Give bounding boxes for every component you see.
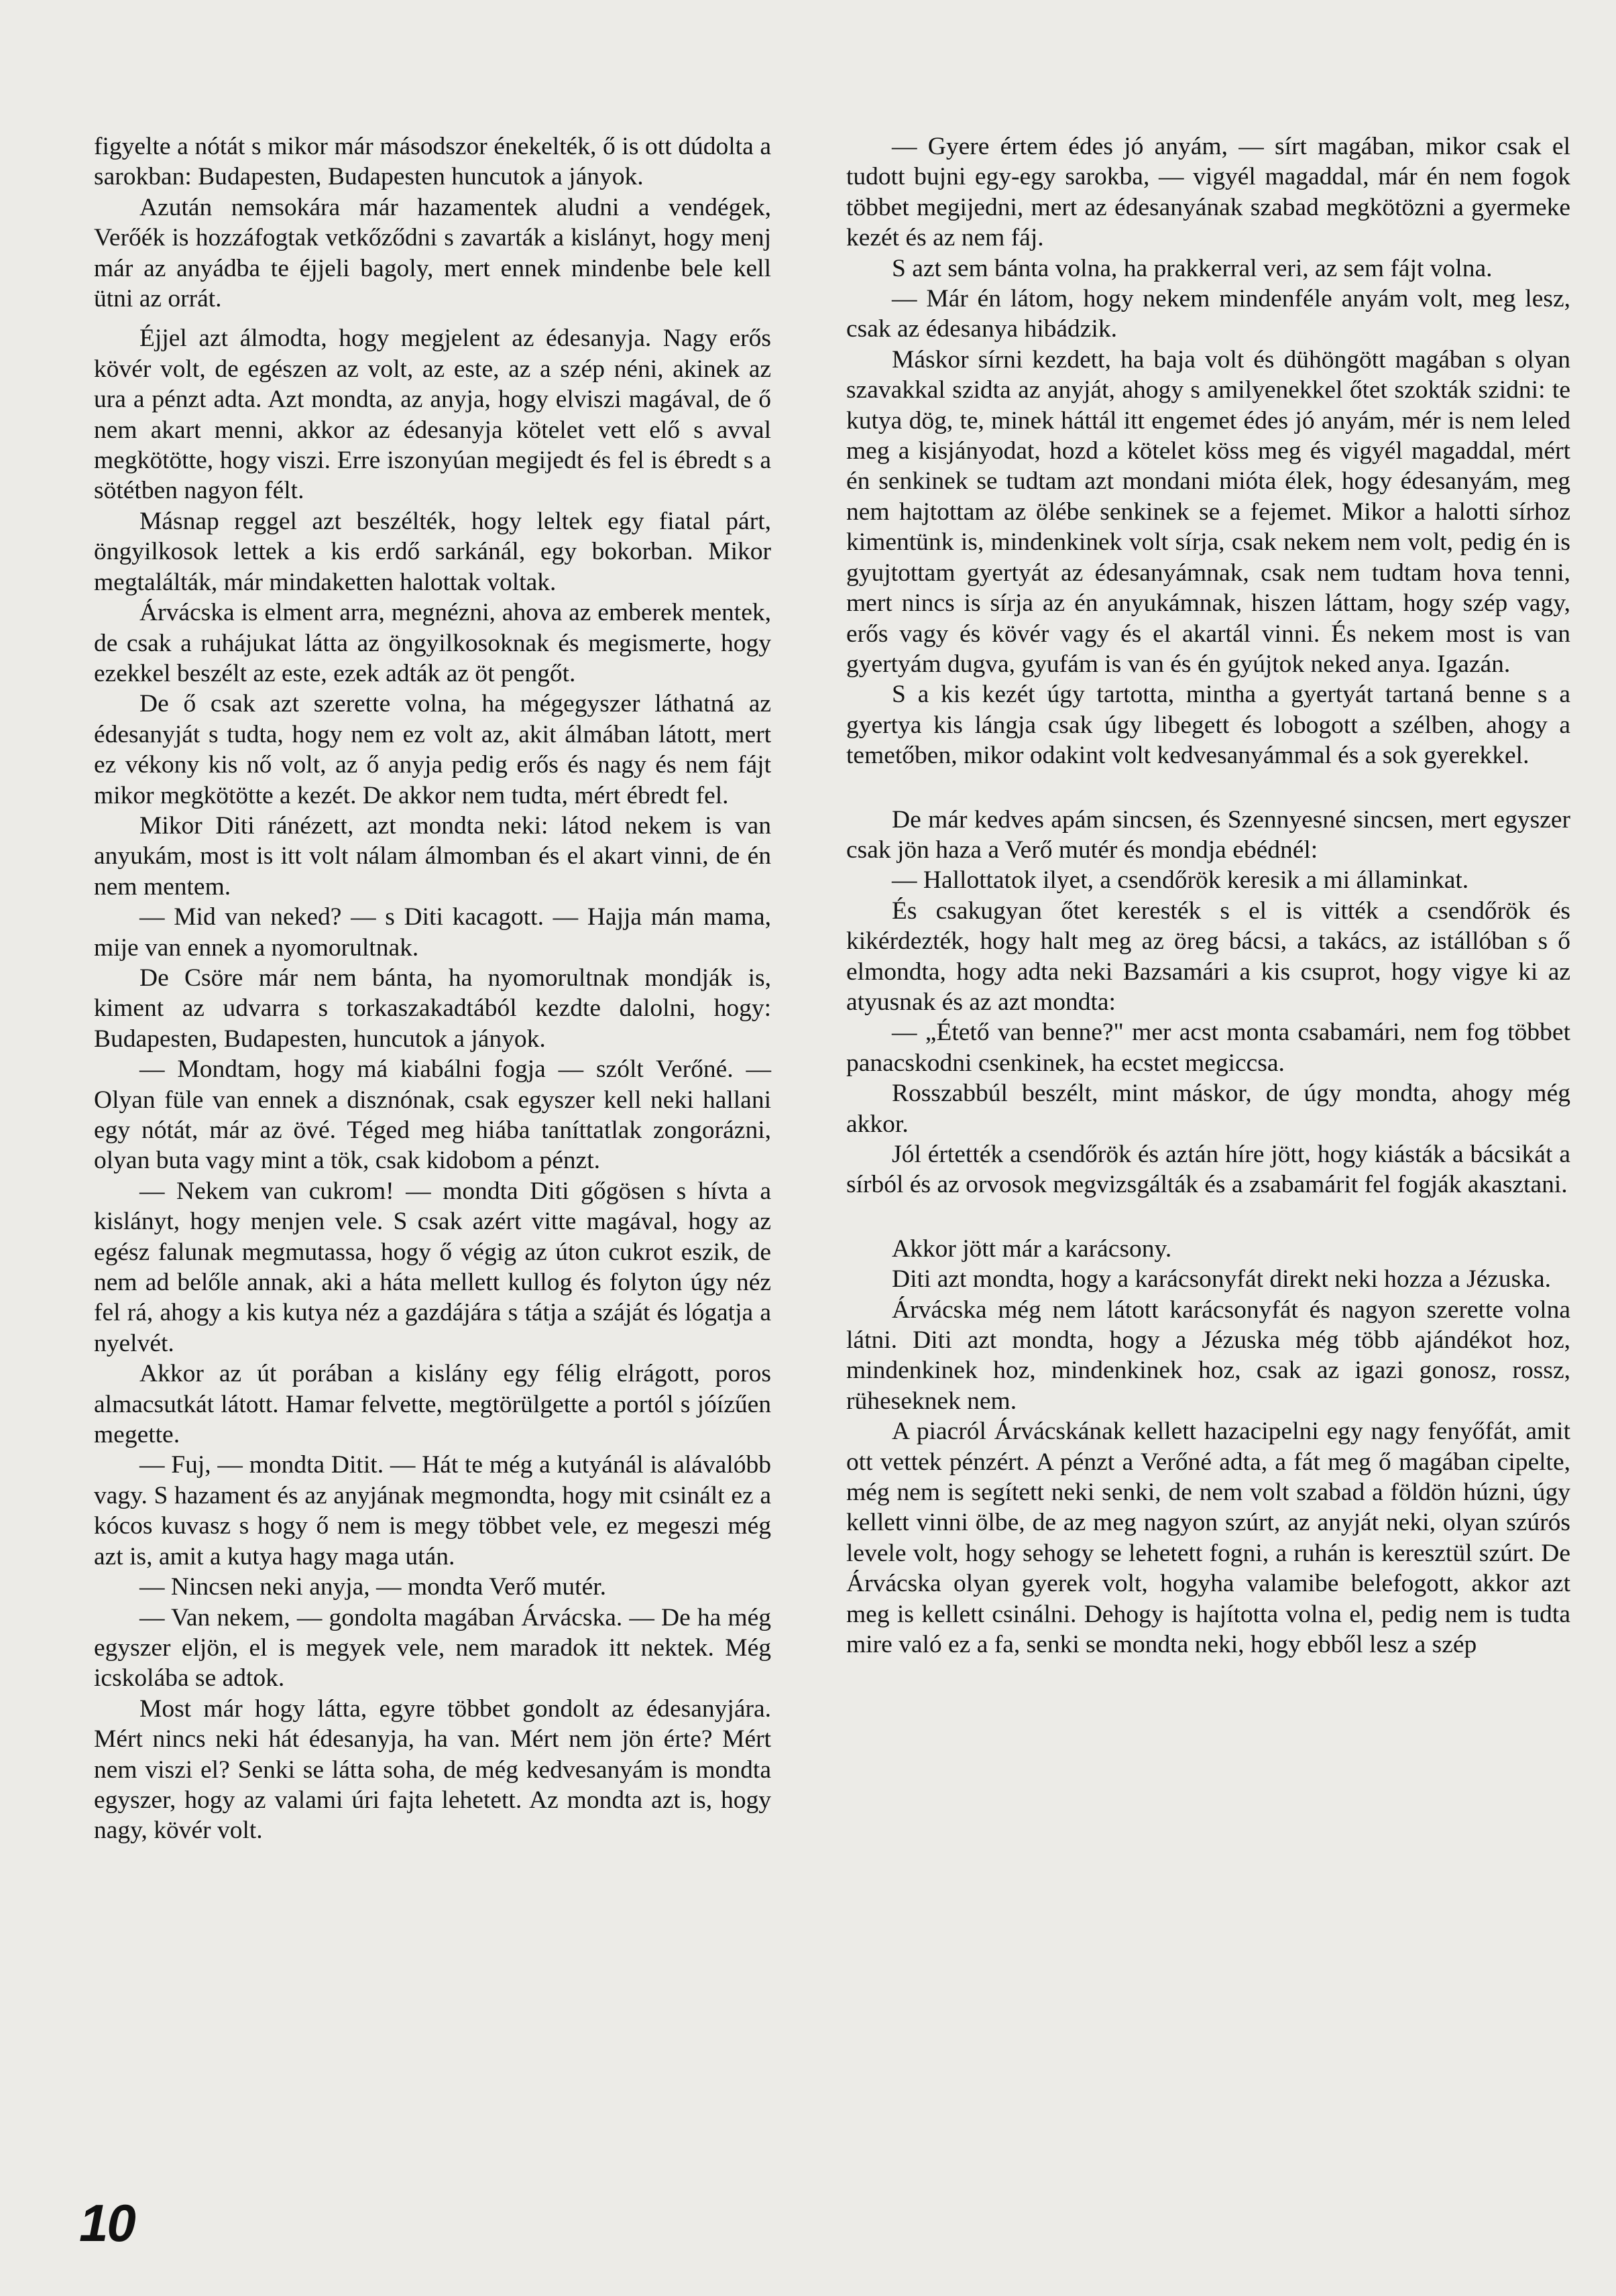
paragraph: figyelte a nótát s mikor már másodszor énekelték, ő is ott dúdolta a sarokban: Budapesten, Budapesten huncutok a jányok. <box>94 133 771 191</box>
paragraph: Akkor az út porában a kislány egy félig elrágott, poros almacsutkát látott. Hamar felvette, megtörülgette a portól s jóízűen megette. <box>94 1360 771 1449</box>
paragraph: Akkor jött már a karácsony. <box>892 1235 1172 1263</box>
paragraph: De Csöre már nem bánta, ha nyomorultnak mondják is, kiment az udvarra s torkaszakadtából kezdte dalolni, hogy: Budapesten, Budapesten, huncutok a jányok. <box>94 964 771 1053</box>
paragraph: — Már én látom, hogy nekem mindenféle anyám volt, meg lesz, csak az édesanya hibádzik. <box>846 285 1570 343</box>
right-column <box>846 131 1570 1660</box>
paragraph: Éjjel azt álmodta, hogy megjelent az édesanyja. Nagy erős kövér volt, de egészen az volt, az este, az a szép néni, akinek az ura a pénzt adta. Azt mondta, az anyja, hogy elviszi magával, de ő nem akart menni, akkor az édesanyja kötelet vett elő s avval megkötötte, hogy viszi. Erre iszonyúan megijedt és fel is ébredt s a sötétben nagyon félt. <box>94 325 771 505</box>
paragraph: — Gyere értem édes jó anyám, — sírt magában, mikor csak el tudott bujni egy-egy sarokba, — vigyél magaddal, már én nem fogok többet megijedni, mert az édesanyának szabad megkötözni a gyermeke kezét és az nem fáj. <box>846 133 1570 252</box>
paragraph: — Van nekem, — gondolta magában Árvácska. — De ha még egyszer eljön, el is megyek vele, nem maradok itt nektek. Még icskolába se adtok. <box>94 1603 771 1692</box>
paragraph: — Nekem van cukrom! — mondta Diti gőgösen s hívta a kislányt, hogy menjen vele. S csak azért vitte magával, hogy az egész falunak megmutassa, hogy ő végig az úton cukrot eszik, de nem ad belőle annak, aki a háta mellett kullog és folyton úgy néz fel rá, ahogy a kis kutya néz a gazdájára s tátja a száját és lógatja a nyelvét. <box>94 1177 771 1357</box>
left-column <box>94 131 771 1846</box>
paragraph: A piacról Árvácskának kellett hazacipelni egy nagy fenyőfát, amit ott vettek pénzért. A pénzt a Verőné adta, a fát meg ő magában cipelte, még nem is segített neki senki, de nem volt szabad a földön húzni, úgy kellett vinni ölbe, de az meg nagyon szúrt, az anyját neki, olyan szúrós levele volt, hogy sehogy se lehetett fogni, a ruhán is keresztül szúrt. De Árvácska olyan gyerek volt, hogyha valamibe belefogott, akkor azt meg is kellett csinálni. Dehogy is hajította volna el, pedig nem is tudta mire való ez a fa, senki se mondta neki, hogy ebből lesz a szép <box>846 1418 1570 1659</box>
paragraph: — „Étető van benne?" mer acst monta csabamári, nem fog többet panacskodni csenkinek, ha ecstet megiccsa. <box>846 1019 1570 1077</box>
paragraph: És csakugyan őtet keresték s el is vitték a csendőrök és kikérdezték, hogy halt meg az öreg bácsi, a takács, az istállóban s ő elmondta, hogy adta neki Bazsamári a kis csuprot, hogy vigye ki az atyusnak és az azt mondta: <box>846 897 1570 1016</box>
paragraph: S azt sem bánta volna, ha prakkerral veri, az sem fájt volna. <box>892 254 1493 282</box>
paragraph: — Mid van neked? — s Diti kacagott. — Hajja mán mama, mije van ennek a nyomorultnak. <box>94 903 771 962</box>
paragraph: Jól értették a csendőrök és aztán híre jött, hogy kiásták a bácsikát a sírból és az orvosok megvizsgálták és a zsabamárit fel fogják akasztani. <box>846 1141 1570 1199</box>
paragraph: Árvácska is elment arra, megnézni, ahova az emberek mentek, de csak a ruhájukat látta az öngyilkosoknak és megismerte, hogy ezekkel beszélt az este, ezek adták az öt pengőt. <box>94 599 771 687</box>
paragraph: — Mondtam, hogy má kiabálni fogja — szólt Verőné. — Olyan füle van ennek a disznónak, csak egyszer kell neki hallani egy nótát, már az övé. Téged meg hiába taníttatlak zongorázni, olyan buta vagy mint a tök, csak kidobom a pénzt. <box>94 1055 771 1175</box>
paragraph: Diti azt mondta, hogy a karácsonyfát direkt neki hozza a Jézuska. <box>892 1265 1551 1294</box>
paragraph: Most már hogy látta, egyre többet gondolt az édesanyjára. Mért nincs neki hát édesanyja, ha van. Mért nem jön érte? Mért nem viszi el? Senki se látta soha, de még kedvesanyám is mondta egyszer, hogy az valami úri fajta lehetett. Az mondta azt is, hogy nagy, kövér volt. <box>94 1695 771 1845</box>
paragraph: — Hallottatok ilyet, a csendőrök keresik a mi államinkat. <box>892 866 1469 895</box>
paragraph: De már kedves apám sincsen, és Szennyesné sincsen, mert egyszer csak jön haza a Verő mutér és mondja ebédnél: <box>846 805 1570 864</box>
paragraph: Máskor sírni kezdett, ha baja volt és dühöngött magában s olyan szavakkal szidta az anyját, ahogy s amilyenekkel őtet szokták szidni: te kutya dög, te, minek háttál itt engemet édes jó anyám, mér is nem leled meg a kisjányodat, hozd a kötelet köss meg és vigyél magaddal, mért én senkinek se tudtam azt mondani mióta élek, hogy édesanyám, meg nem hajtottam az ölébe senkinek se a fejemet. Mikor a halotti sírhoz kimentünk is, mindenkinek volt sírja, csak nekem nem volt, pedig én is gyujtottam gyertyát az édesanyámnak, csak nem tudtam hova tenni, mert nincs is sírja az én anyukámnak, hiszen láttam, hogy szép vagy, erős vagy és kövér vagy és el akartál vinni. És nekem most is van gyertyám dugva, gyufám is van és én gyújtok neked anya. Igazán. <box>846 345 1570 678</box>
paragraph: De ő csak azt szerette volna, ha mégegyszer láthatná az édesanyját s tudta, hogy nem ez volt az, akit álmában látott, mert ez vékony kis nő volt, az ő anyja pedig erős és nagy és nem fájt mikor megkötötte a kezét. De akkor nem tudta, mért ébredt fel. <box>94 690 771 809</box>
paragraph: Mikor Diti ránézett, azt mondta neki: látod nekem is van anyukám, most is itt volt nálam álmomban és el akart vinni, de én nem mentem. <box>94 811 771 901</box>
paragraph: Azután nemsokára már hazamentek aludni a vendégek, Verőék is hozzáfogtak vetkőződni s zavarták a kislányt, hogy menj már az anyádba te éjjeli bagoly, mert ennek mindenbe bele kell ütni az orrát. <box>94 193 771 313</box>
paragraph: Árvácska még nem látott karácsonyfát és nagyon szerette volna látni. Diti azt mondta, hogy a Jézuska még több ajándékot hoz, mindenkinek hoz, mindenkinek hoz, csak az igazi gonosz, rossz, rüheseknek nem. <box>846 1296 1570 1415</box>
paragraph: Rosszabbúl beszélt, mint máskor, de úgy mondta, ahogy még akkor. <box>846 1080 1570 1138</box>
paragraph: Másnap reggel azt beszélték, hogy leltek egy fiatal párt, öngyilkosok lettek a kis erdő sarkánál, egy bokorban. Mikor megtalálták, már mindaketten halottak voltak. <box>94 507 771 596</box>
paragraph: S a kis kezét úgy tartotta, mintha a gyertyát tartaná benne s a gyertya kis lángja csak úgy libegett és lobogott a szélben, ahogy a temetőben, mikor odakint volt kedvesanyámmal és a sok gyerekkel. <box>846 681 1570 770</box>
page-number: 10 <box>79 2193 135 2252</box>
paragraph: — Nincsen neki anyja, — mondta Verő mutér. <box>139 1573 607 1601</box>
paragraph: — Fuj, — mondta Ditit. — Hát te még a kutyánál is alávalóbb vagy. S hazament és az anyjának megmondta, hogy mit csinált ez a kócos kuvasz s hogy ő nem is megy többet vele, ez megeszi még azt is, amit a kutya hagy maga után. <box>94 1451 771 1570</box>
